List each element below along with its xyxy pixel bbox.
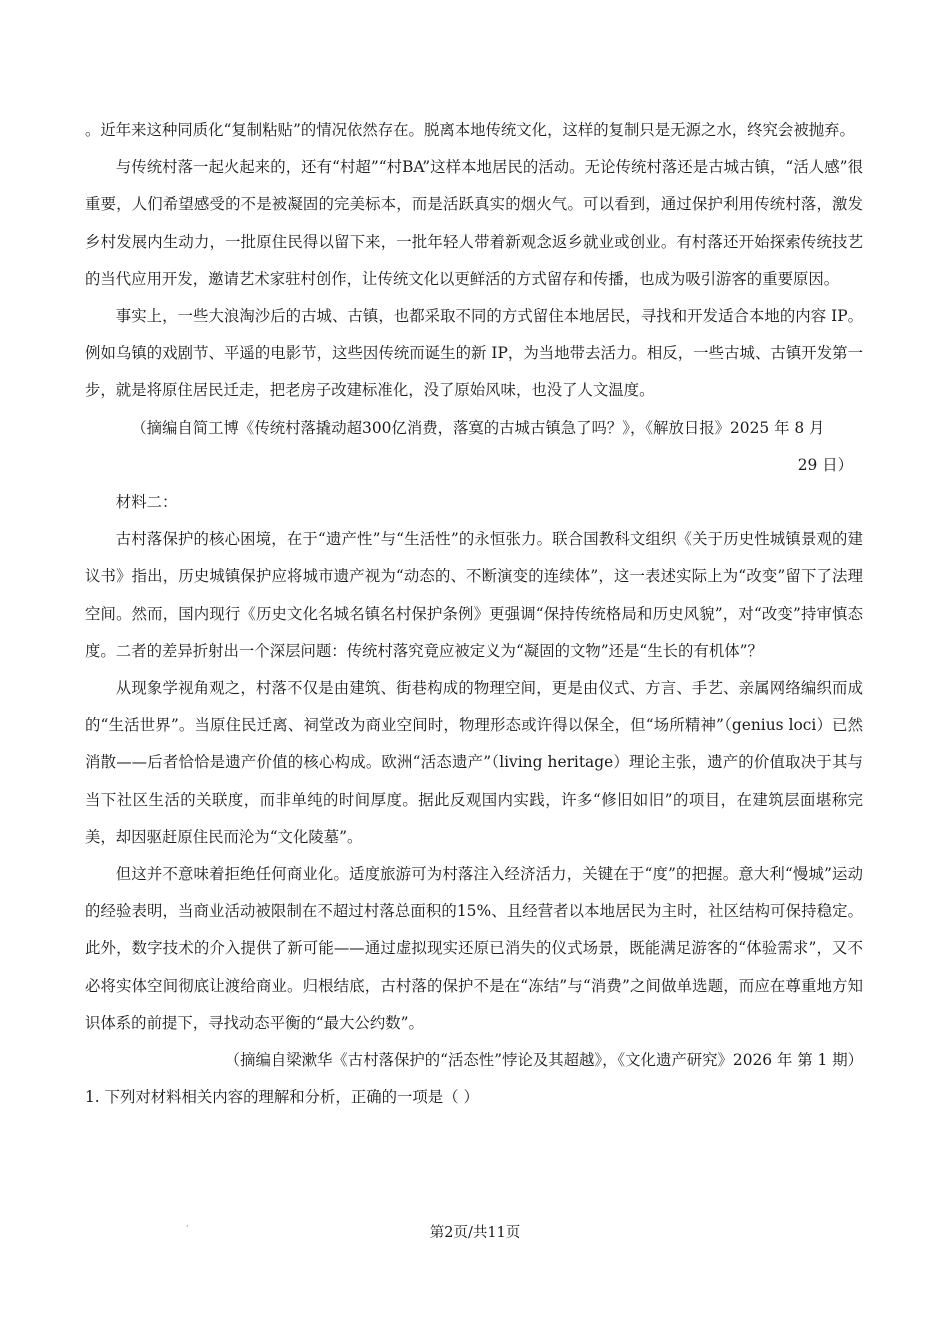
material1-source: （摘编自简工博《传统村落撬动超300亿消费，落寞的古城古镇急了吗？》，《解放日报》2025 年 8 月 [131,418,825,437]
paragraph-5: 从现象学视角观之，村落不仅是由建筑、街巷构成的物理空间，更是由仪式、方言、手艺、亲属网络编织而成的“生活世界”。当原住民迁离、祠堂改为商业空间时，物理形态或许得以保全，但“场所精神”（genius loci）已然消散——后者恰恰是遗产价值的核心构成。欧洲“活态遗产”（living heritage）理论主张，遗产的价值取决于其与当下社区生活的关联度，而非单纯的时间厚度。据此反观国内实践，许多“修旧如旧”的项目，在建筑层面堪称完美，却因驱赶原住民而沦为“文化陵墓”。 [85,679,863,846]
paragraph-6: 但这并不意味着拒绝任何商业化。适度旅游可为村落注入经济活力，关键在于“度”的把握。意大利“慢城”运动的经验表明，当商业活动被限制在不超过村落总面积的15%、且经营者以本地居民为主时，社区结构可保持稳定。此外，数字技术的介入提供了新可能——通过虚拟现实还原已消失的仪式场景，既能满足游客的“体验需求”，又不必将实体空间彻底让渡给商业。归根结底，古村落的保护不是在“冻结”与“消费”之间做单选题，而应在尊重地方知识体系的前提下，寻找动态平衡的“最大公约数”。 [85,865,863,1032]
footer-dot: · [186,1222,189,1231]
question-1: 1. 下列对材料相关内容的理解和分析，正确的一项是（ ） [85,1088,479,1107]
paragraph-1: 。近年来这种同质化“复制粘贴”的情况依然存在。脱离本地传统文化，这样的复制只是无源之水，终究会被抛弃。 [85,121,855,139]
paragraph-4: 古村落保护的核心困境，在于“遗产性”与“生活性”的永恒张力。联合国教科文组织《关于历史性城镇景观的建议书》指出，历史城镇保护应将城市遗产视为“动态的、不断演变的连续体”，这一表述实际上为“改变”留下了法理空间。然而，国内现行《历史文化名城名镇名村保护条例》更强调“保持传统格局和历史风貌”，对“改变”持审慎态度。二者的差异折射出一个深层问题：传统村落究竟应被定义为“凝固的文物”还是“生长的有机体”？ [85,530,863,660]
material1-source-date: 29 日） [797,455,853,474]
page-number: 第2页/共11页 [429,1225,521,1241]
material2-source: （摘编自梁漱华《古村落保护的“活态性”悖论及其超越》，《文化遗产研究》2026 年 第 1 期） [224,1051,863,1070]
document-body [85,112,863,1116]
paragraph-2: 与传统村落一起火起来的，还有“村超”“村BA”这样本地居民的活动。无论传统村落还是古城古镇，“活人感”很重要，人们希望感受的不是被凝固的完美标本，而是活跃真实的烟火气。可以看到，通过保护利用传统村落，激发乡村发展内生动力，一批原住民得以留下来，一批年轻人带着新观念返乡就业或创业。有村落还开始探索传统技艺的当代应用开发，邀请艺术家驻村创作，让传统文化以更鲜活的方式留存和传播，也成为吸引游客的重要原因。 [85,158,863,288]
paragraph-3: 事实上，一些大浪淘沙后的古城、古镇，也都采取不同的方式留住本地居民，寻找和开发适合本地的内容 IP。例如乌镇的戏剧节、平遥的电影节，这些因传统而诞生的新 IP，为当地带去活力。相反，一些古城、古镇开发第一步，就是将原住居民迁走，把老房子改建标准化，没了原始风味，也没了人文温度。 [85,307,864,400]
material2-heading: 材料二： [115,493,178,512]
